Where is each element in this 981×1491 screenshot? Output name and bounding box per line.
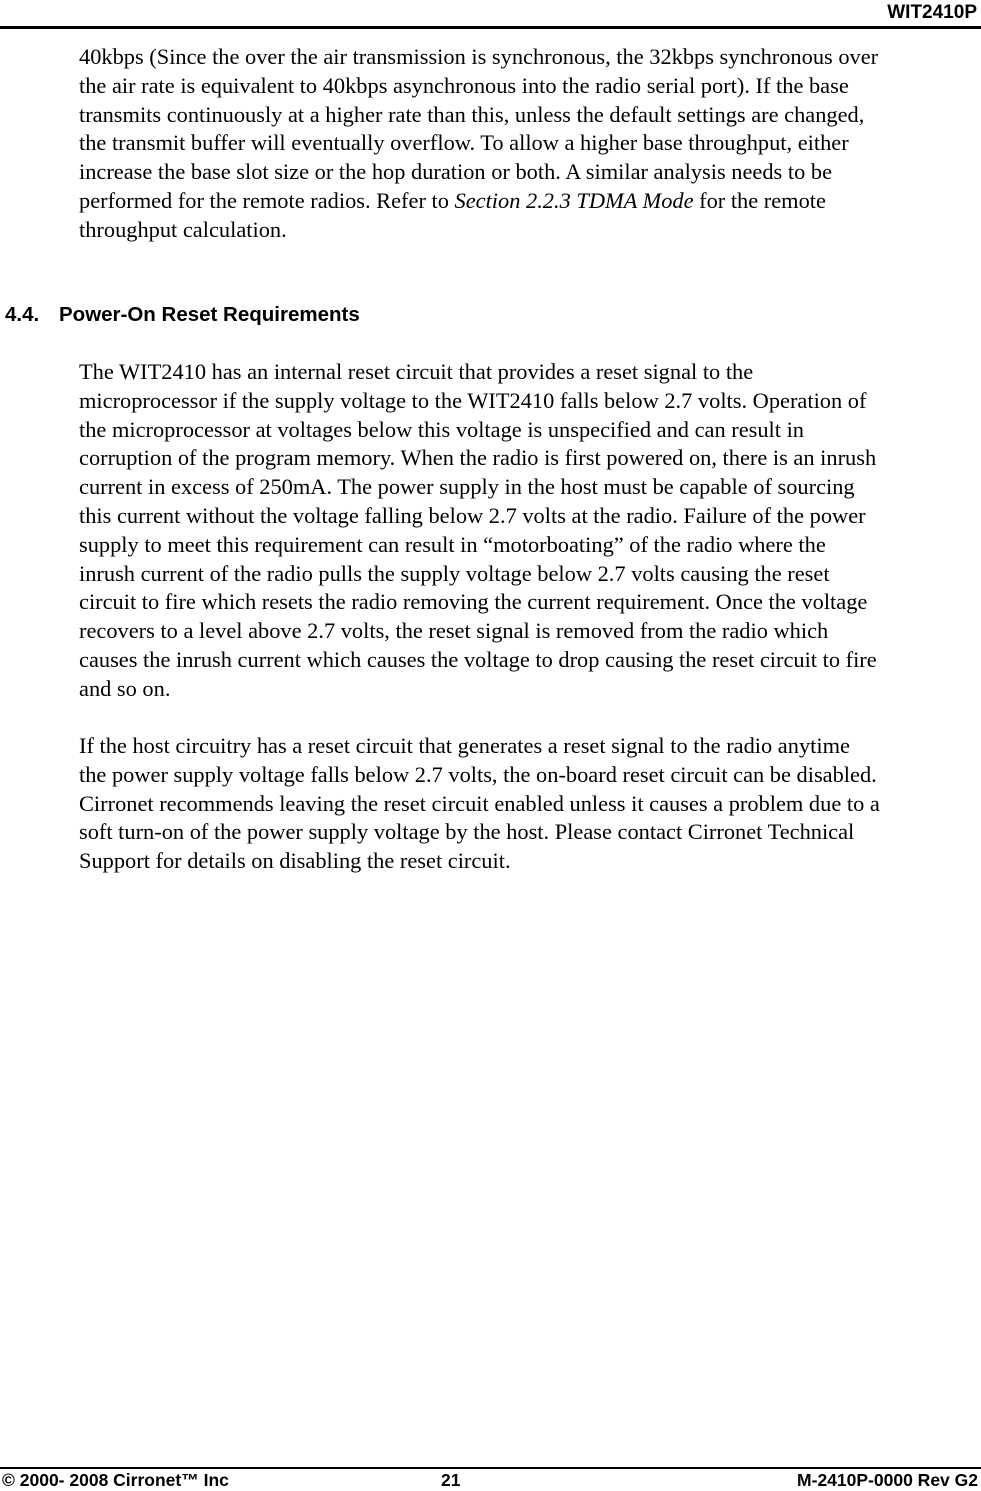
text-line: increase the base slot size or the hop duration or both. A similar analysis needs to be <box>79 159 833 185</box>
text-line: the transmit buffer will eventually overflow. To allow a higher base throughput, either <box>79 130 849 156</box>
page-footer <box>0 1470 981 1491</box>
reset-requirements-paragraph <box>79 358 977 704</box>
section-title: Power-On Reset Requirements <box>59 303 360 326</box>
text-line: this current without the voltage falling below 2.7 volts at the radio. Failure of the power <box>79 502 866 528</box>
text-line: microprocessor if the supply voltage to the WIT2410 falls below 2.7 volts. Operation of <box>79 387 867 413</box>
text-line: transmits continuously at a higher rate than this, unless the default settings are changed, <box>79 101 865 127</box>
text-line: the air rate is equivalent to 40kbps asynchronous into the radio serial port). If the base <box>79 72 849 98</box>
text-segment: performed for the remote radios. Refer to <box>79 187 455 213</box>
text-line: Support for details on disabling the reset circuit. <box>79 848 511 874</box>
intro-paragraph <box>79 43 977 245</box>
text-line: inrush current of the radio pulls the supply voltage below 2.7 volts causing the reset <box>79 560 830 586</box>
text-line: the power supply voltage falls below 2.7 volts, the on-board reset circuit can be disabled. <box>79 761 877 787</box>
footer-doc-id: M-2410P-0000 Rev G2 <box>797 1470 978 1490</box>
footer-page-number: 21 <box>441 1470 461 1490</box>
text-line: throughput calculation. <box>79 216 287 242</box>
text-line-with-reference <box>79 187 977 216</box>
disable-reset-paragraph <box>79 732 977 876</box>
section-number: 4.4. <box>5 303 40 326</box>
text-line: If the host circuitry has a reset circuit that generates a reset signal to the radio anytime <box>79 733 850 758</box>
text-line: current in excess of 250mA. The power supply in the host must be capable of sourcing <box>79 474 855 500</box>
text-line: soft turn-on of the power supply voltage by the host. Please contact Cirronet Technical <box>79 819 855 845</box>
text-line: causes the inrush current which causes the voltage to drop causing the reset circuit to fire <box>79 646 877 672</box>
text-line: and so on. <box>79 675 171 701</box>
section-reference: Section 2.2.3 TDMA Mode <box>454 187 694 213</box>
footer-rule <box>0 1467 981 1469</box>
text-line: 40kbps (Since the over the air transmission is synchronous, the 32kbps synchronous over <box>79 44 879 69</box>
section-heading <box>5 302 360 328</box>
text-line: The WIT2410 has an internal reset circuit that provides a reset signal to the <box>79 359 754 384</box>
header-rule <box>0 26 981 29</box>
text-line: supply to meet this requirement can result in “motorboating” of the radio where the <box>79 531 826 557</box>
text-line: recovers to a level above 2.7 volts, the reset signal is removed from the radio which <box>79 618 829 644</box>
text-line: circuit to fire which resets the radio removing the current requirement. Once the voltage <box>79 589 868 615</box>
footer-copyright: © 2000- 2008 Cirronet™ Inc <box>2 1470 229 1490</box>
text-segment: for the remote <box>693 187 826 213</box>
header-title: WIT2410P <box>887 2 977 23</box>
text-line: corruption of the program memory. When the radio is first powered on, there is an inrush <box>79 445 877 471</box>
text-line: the microprocessor at voltages below this voltage is unspecified and can result in <box>79 416 805 442</box>
text-line: Cirronet recommends leaving the reset circuit enabled unless it causes a problem due to a <box>79 790 880 816</box>
